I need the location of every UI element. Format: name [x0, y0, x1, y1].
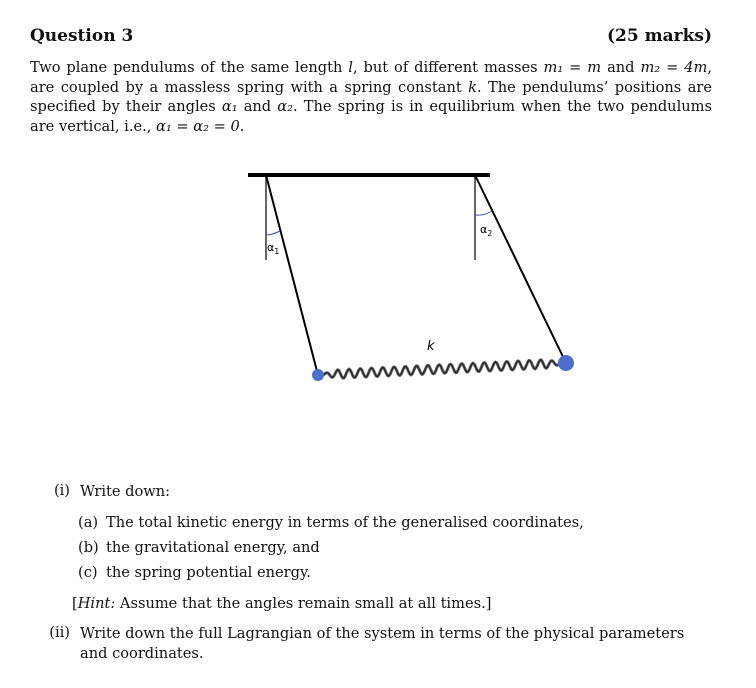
question-header	[30, 26, 712, 46]
intro-text-2: , but of different masses	[352, 59, 544, 76]
question-marks: (25 marks)	[607, 26, 712, 46]
angle2-symbol: α₂	[277, 98, 293, 115]
equilibrium-condition: α₁ = α₂ = 0	[156, 117, 240, 135]
pendulum-rod-1	[266, 175, 318, 375]
intro-text-1: Two plane pendulums of the same length	[30, 59, 349, 76]
part-text: Write down:	[80, 483, 171, 500]
alpha2-label: $\alpha_2$	[480, 223, 493, 238]
angle1-symbol: α₁	[221, 98, 238, 115]
subpart-a: (a) The total kinetic energy in terms of the generalised coordinates,	[78, 514, 584, 531]
intro-text-6: and	[237, 98, 278, 115]
part-number: (ii)	[49, 624, 70, 641]
angle-arc-1	[266, 231, 280, 235]
intro-text-5: . The pendulums’ positions are specified by their angles	[30, 78, 713, 115]
subpart-c: (c) the spring potential energy.	[78, 564, 311, 581]
spring-constant-symbol: k	[468, 78, 477, 96]
length-symbol: l	[348, 59, 353, 76]
intro-text-3: and	[601, 59, 641, 76]
question-list	[30, 482, 712, 664]
question-title: Question 3	[30, 26, 134, 46]
pendulum-diagram	[0, 160, 756, 400]
mass2-expression: m₂ = 4m	[640, 59, 708, 76]
question-part-ii	[30, 624, 712, 664]
mass-2	[558, 355, 574, 371]
intro-text-7: . The spring is in equilibrium when the two pendulums are vertical, i.e.,	[30, 98, 712, 135]
hint: [Hint: Assume that the angles remain small at all times.]	[72, 595, 492, 612]
subpart-b: (b) the gravitational energy, and	[78, 539, 320, 556]
alpha1-label: $\alpha_1$	[267, 241, 280, 256]
intro-text-8: .	[239, 117, 245, 135]
mass-1	[312, 369, 324, 381]
question-part-i	[30, 482, 712, 502]
angle-arc-2	[475, 211, 492, 215]
question-intro	[30, 58, 712, 136]
part-text: Write down the full Lagrangian of the system in terms of the physical parameters and coordinates.	[80, 625, 685, 662]
pendulum-rod-2	[475, 175, 566, 363]
intro-text-4: , are coupled by a massless spring with a spring constant	[30, 59, 712, 96]
part-number: (i)	[53, 482, 70, 499]
spring-constant-label: k	[427, 339, 435, 354]
mass1-expression: m₁ = m	[543, 59, 602, 76]
